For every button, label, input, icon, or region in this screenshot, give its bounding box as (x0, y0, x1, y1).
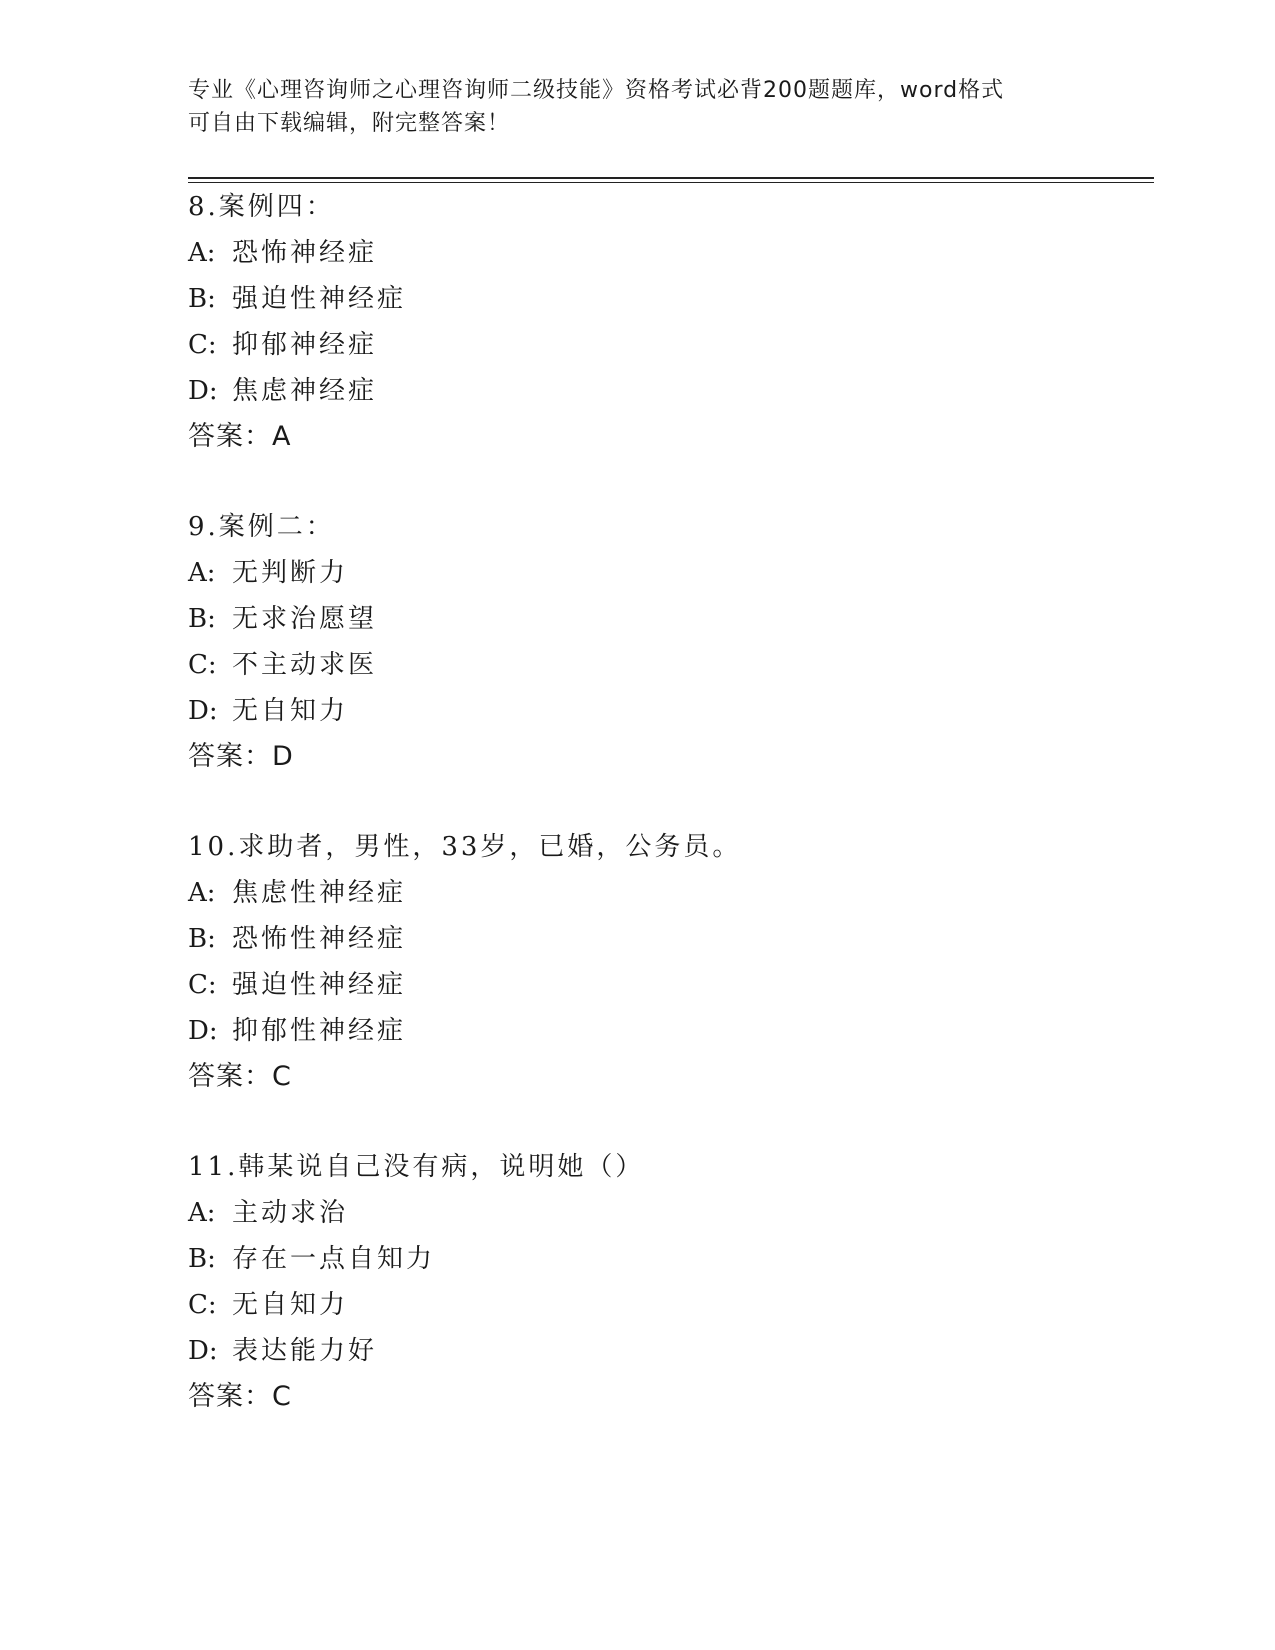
option-b (188, 1236, 1088, 1282)
option-c (188, 1282, 1088, 1328)
answer-line: 答案：C (188, 1381, 292, 1412)
option-label: A: (188, 238, 216, 268)
question-stem: 8.案例四： (188, 192, 335, 222)
option-text: 恐怖神经症 (232, 238, 378, 268)
option-d (188, 1008, 1088, 1054)
option-label: B: (188, 1244, 216, 1274)
question-block (188, 184, 1088, 460)
document-header (188, 74, 1088, 140)
option-label: B: (188, 604, 216, 634)
option-text: 无判断力 (232, 558, 349, 588)
answer-line: 答案：C (188, 1061, 292, 1092)
option-a (188, 550, 1088, 596)
question-block (188, 824, 1088, 1100)
option-text: 不主动求医 (232, 650, 378, 680)
option-text: 主动求治 (232, 1198, 349, 1228)
question-block (188, 1144, 1088, 1420)
option-text: 强迫性神经症 (232, 284, 407, 314)
header-divider-thick (188, 177, 1154, 179)
option-a (188, 870, 1088, 916)
option-label: D: (188, 1336, 218, 1366)
option-d (188, 368, 1088, 414)
header-divider-thin (188, 182, 1154, 183)
option-text: 抑郁性神经症 (232, 1016, 407, 1046)
option-label: C: (188, 650, 217, 680)
question-block (188, 504, 1088, 780)
answer-line: 答案：D (188, 741, 294, 772)
option-a (188, 230, 1088, 276)
option-label: C: (188, 970, 217, 1000)
option-text: 强迫性神经症 (232, 970, 407, 1000)
option-c (188, 642, 1088, 688)
header-line-2: 可自由下载编辑，附完整答案！ (188, 111, 511, 136)
option-label: B: (188, 284, 216, 314)
option-text: 抑郁神经症 (232, 330, 378, 360)
option-text: 恐怖性神经症 (232, 924, 407, 954)
question-stem: 9.案例二： (188, 512, 335, 542)
option-c (188, 962, 1088, 1008)
option-label: C: (188, 330, 217, 360)
option-text: 存在一点自知力 (232, 1244, 436, 1274)
option-text: 无求治愿望 (232, 604, 378, 634)
question-stem: 11.韩某说自己没有病，说明她（） (188, 1152, 645, 1182)
option-b (188, 276, 1088, 322)
option-label: D: (188, 1016, 218, 1046)
option-label: A: (188, 878, 216, 908)
option-text: 无自知力 (232, 696, 349, 726)
option-d (188, 1328, 1088, 1374)
question-stem: 10.求助者，男性，33岁，已婚，公务员。 (188, 832, 742, 862)
option-label: C: (188, 1290, 217, 1320)
answer-line: 答案：A (188, 421, 292, 452)
option-d (188, 688, 1088, 734)
option-text: 焦虑神经症 (232, 376, 378, 406)
option-text: 无自知力 (232, 1290, 349, 1320)
option-label: D: (188, 696, 218, 726)
option-c (188, 322, 1088, 368)
option-b (188, 916, 1088, 962)
option-a (188, 1190, 1088, 1236)
option-text: 焦虑性神经症 (232, 878, 407, 908)
option-label: A: (188, 558, 216, 588)
option-text: 表达能力好 (232, 1336, 378, 1366)
option-label: D: (188, 376, 218, 406)
option-label: A: (188, 1198, 216, 1228)
option-b (188, 596, 1088, 642)
header-line-1: 专业《心理咨询师之心理咨询师二级技能》资格考试必背200题题库，word格式 (188, 78, 1005, 103)
option-label: B: (188, 924, 216, 954)
